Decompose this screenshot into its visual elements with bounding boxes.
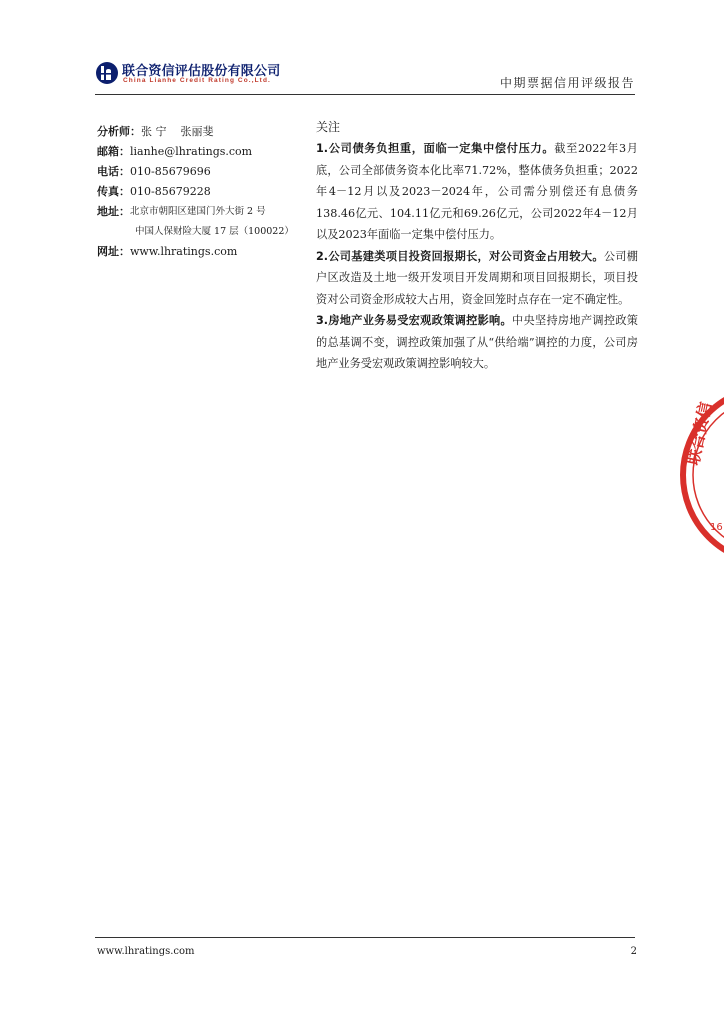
website-label: 网址： [97,245,130,258]
phone-row [97,162,302,182]
lianhe-logo-icon [95,61,119,85]
footer-divider [95,937,635,938]
phone-value: 010-85679696 [130,165,211,178]
concerns-section [316,118,638,375]
concern-item-3 [316,310,638,375]
address-line-2: 中国人保财险大厦 17 层（100022） [135,226,294,237]
page-header [95,58,635,98]
website-row [97,242,302,262]
analyst-row [97,122,302,142]
fax-row [97,182,302,202]
concern-item-3-title: 3.房地产业务易受宏观政策调控影响。 [316,314,512,327]
email-label: 邮箱： [97,145,130,158]
phone-label: 电话： [97,165,130,178]
address-label: 地址： [97,205,130,218]
address-row [97,202,302,222]
concern-item-1-text: 截至2022年3月底，公司全部债务资本化比率71.72%，整体债务负担重；2022年4－12月以及2023－2024年，公司需分别偿还有息债务138.46亿元、104.11亿元和69.26亿元，公司2022年4－12月以及2023年面临一定集中偿付压力。 [316,142,638,241]
report-type: 中期票据信用评级报告 [499,76,635,90]
concerns-heading: 关注 [316,120,341,134]
email-row [97,142,302,162]
company-seal-stamp [676,380,724,580]
contact-block [97,122,302,262]
concern-item-2 [316,246,638,311]
analyst-value: 张 宁 张丽斐 [141,125,214,138]
fax-label: 传真： [97,185,130,198]
concern-item-2-title: 2.公司基建类项目投资回报期长，对公司资金占用较大。 [316,249,604,263]
concern-item-3-text: 中央坚持房地产调控政策的总基调不变，调控政策加强了从“供给端”调控的力度，公司房地产业务受宏观政策调控影响较大。 [316,314,638,370]
footer-url[interactable]: www.lhratings.com [97,946,195,957]
address-line-1: 北京市朝阳区建国门外大街 2 号 [130,206,266,217]
concern-item-1 [316,138,638,246]
header-divider [95,94,635,95]
website-value[interactable]: www.lhratings.com [130,245,238,258]
email-value[interactable]: lianhe@lhratings.com [130,145,253,158]
concern-item-2-text: 公司棚户区改造及土地一级开发项目开发周期和项目回报期长，项目投资对公司资金形成较大占用，资金回笼时点存在一定不确定性。 [316,249,638,306]
analyst-label: 分析师： [97,125,141,138]
stamp-text: 联合资信 [683,400,716,467]
company-name-cn: 联合资信评估股份有限公司 [122,64,281,79]
fax-value: 010-85679228 [130,185,211,198]
stamp-digits: 16 [710,522,723,533]
page-number: 2 [630,946,637,957]
company-name-en: China Lianhe Credit Rating Co.,Ltd. [123,77,271,84]
concern-item-1-title: 1.公司债务负担重，面临一定集中偿付压力。 [316,142,555,155]
